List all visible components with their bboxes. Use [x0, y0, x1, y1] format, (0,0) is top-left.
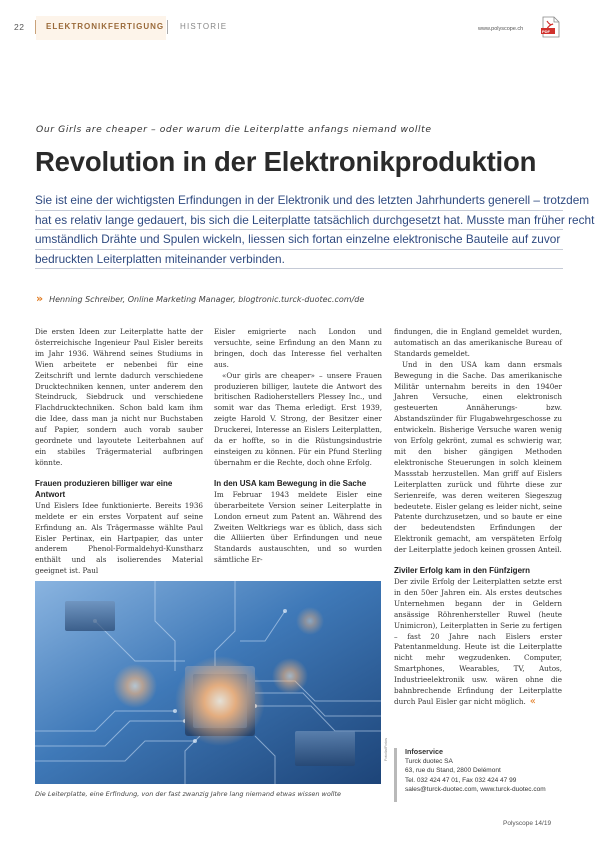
- end-quote-mark: «: [529, 696, 536, 707]
- author-byline: [36, 292, 364, 305]
- paragraph: [394, 577, 562, 708]
- lead-line: hat es relativ lange gedauert, bis sich die Leiterplatte tatsächlich durchgesetzt hat. Musste man früher recht: [35, 211, 563, 231]
- article-kicker: Our Girls are cheaper – oder warum die Leiterplatte anfangs niemand wollte: [36, 124, 432, 135]
- lead-line: umständlich Drähte und Spulen wickeln, liessen sich fortan einzelne elektronische Bauteile auf zuvor: [35, 230, 563, 250]
- photo-credit: Fotolia/Fotos: [383, 738, 388, 762]
- infobox-phone: Tel. 032 424 47 01, Fax 032 424 47 99: [405, 776, 517, 784]
- infobox-title: Infoservice: [405, 747, 443, 756]
- website-link[interactable]: www.polyscope.ch: [478, 26, 524, 32]
- header-divider-2: [167, 20, 168, 34]
- paragraph: Und Eislers Idee funktionierte. Bereits 1936 meldete er ein erstes Vorpatent auf seine Erfindung an. Als Trägermasse wählte Paul Eisler Pertinax, ein Hartpapier, das unter anderem Phenol-Formaldehyd-Kunstharz enthält und als isolierendes Material geeignet ist. Paul: [35, 500, 203, 576]
- lead-line: bedruckten Leiterplatten miteinander verbinden.: [35, 250, 563, 270]
- subheading: In den USA kam Bewegung in die Sache: [214, 478, 367, 488]
- section-label: ELEKTRONIKFERTIGUNG: [46, 22, 165, 31]
- page-header: [0, 16, 595, 42]
- infobox-company: Turck duotec SA: [405, 757, 453, 765]
- infobox-accent-bar: [394, 748, 397, 802]
- paragraph: Im Februar 1943 meldete Eisler eine überarbeitete Version seiner Leiterplatte in London erneut zum Patent an. Während des Zweiten Weltkriegs war es üblich, dass sich die Alliierten über Erfindungen und neue Standards austauschten, und so wurden sämtliche Er-: [214, 489, 382, 565]
- paragraph: «Our girls are cheaper» – unsere Frauen produzieren billiger, lautete die Antwort des britischen Radioherstellers Plessey Inc., und somit war das Thema erledigt. Erst 1939, zeigte Harold V. Strong, der Besitzer einer Druckerei, Interesse an Eislers Leiterplatten, da er hoffte, so in die Rüstungsindustrie einsteigen zu können. Für ein Pfund Sterling übernahm er die Rechte, doch ohne Erfolg.: [214, 370, 382, 467]
- subheading: Frauen produzieren billiger war eine Antwort: [35, 478, 173, 499]
- article-lead: [35, 191, 595, 269]
- header-divider: [35, 20, 36, 34]
- byline-quote-mark: »: [36, 292, 44, 305]
- text-column-1: [35, 327, 203, 577]
- issue-footer: Polyscope 14/19: [503, 820, 552, 827]
- lead-line: Sie ist eine der wichtigsten Erfindungen in der Elektronik und des letzten Jahrhunderts generell – trotzdem: [35, 191, 563, 211]
- page-number: 22: [14, 22, 25, 32]
- subheading: Ziviler Erfolg kam in den Fünfzigern: [394, 566, 531, 576]
- paragraph: findungen, die in England gemeldet wurden, automatisch an das amerikanische Bureau of Standards gemeldet.: [394, 327, 562, 358]
- paragraph: Eisler emigrierte nach London und versuchte, seine Erfindung an den Mann zu bringen, doch das Interesse fiel verhalten aus.: [214, 327, 382, 369]
- pdf-icon-label: PDF: [542, 29, 550, 34]
- text-column-2: [214, 327, 382, 566]
- byline-text: Henning Schreiber, Online Marketing Manager, blogtronic.turck-duotec.com/de: [49, 295, 365, 304]
- pdf-download-icon[interactable]: [541, 16, 561, 38]
- subsection-label: HISTORIE: [180, 22, 228, 31]
- infobox-contact-links[interactable]: sales@turck-duotec.com, www.turck-duotec.com: [405, 786, 546, 794]
- paragraph: Die ersten Ideen zur Leiterplatte hatte der österreichische Ingenieur Paul Eisler bereits im Jahr 1936. Während seines Studiums in Wien arbeitete er nebenbei für eine Zeitschrift und lernte dadurch verschiedene Drucktechniken kennen, unter anderem den Steindruck, Siebdruck und verschiedene Flachdrucktechniken. Schon bald kam ihm die Idee, dass man ja nicht nur Buchstaben auf Papier, sondern auch vorab sauber geordnete und layoutete Leiterbahnen auf ein stabiles Trägermaterial aufbringen könnte.: [35, 327, 203, 467]
- photo-caption: Die Leiterplatte, eine Erfindung, von der fast zwanzig Jahre lang niemand etwas wissen wollte: [35, 790, 342, 798]
- article-title: Revolution in der Elektronikproduktion: [35, 146, 537, 177]
- paragraph: Und in den USA kam dann ersmals Bewegung in die Sache. Das amerikanische Militär unternahm bereits in den 1940er Jahren Versuche, einen elektronisch gesteuerten Annäherungs- bzw. Abstandszünder für Flugabwehrgeschosse zu entwickeln. Bisherige Versuche waren wenig von Erfolg gekrönt, zumal es schwierig war, mit den bisher gängigen Methoden elektronische Steuerungen in solch kleinem Massstab herzustellen. Man griff auf Eislers Leiterplatten zurück und führte diese zur Serienreife, was deren weiteren Siegeszug bedeutete. Eisler gelang es leider nicht, seine Patente durchzusetzen, und so baute er eine der bedeutendsten Erfindungen der Elektronik gemacht, am verspäteten Erfolg der Leiterplatte jedoch keinen grossen Anteil.: [394, 359, 562, 555]
- paragraph-text: Der zivile Erfolg der Leiterplatten setzte erst in den 50er Jahren ein. Als erstes deutsches Unternehmen begann der in Geldern ansässige Röhrenhersteller Ruwel (heute Unimicron), Leiterplatten in Serie zu fertigen – fast 20 Jahre nach Eislers erster Patentanmeldung. Heute ist die Leiterplatte nicht mehr wegzudenken. Computer, Smartphones, Wearables, TV, Autos, Industrieelektronik usw. wären ohne die bahnbrechende Erfindung der Leiterplatte durch Paul Eisler gar nicht möglich.: [394, 577, 562, 706]
- infobox: [405, 747, 546, 795]
- circuit-board-photo: [35, 581, 381, 784]
- text-column-3: [394, 327, 562, 708]
- infobox-address: 63, rue du Stand, 2800 Delémont: [405, 767, 501, 775]
